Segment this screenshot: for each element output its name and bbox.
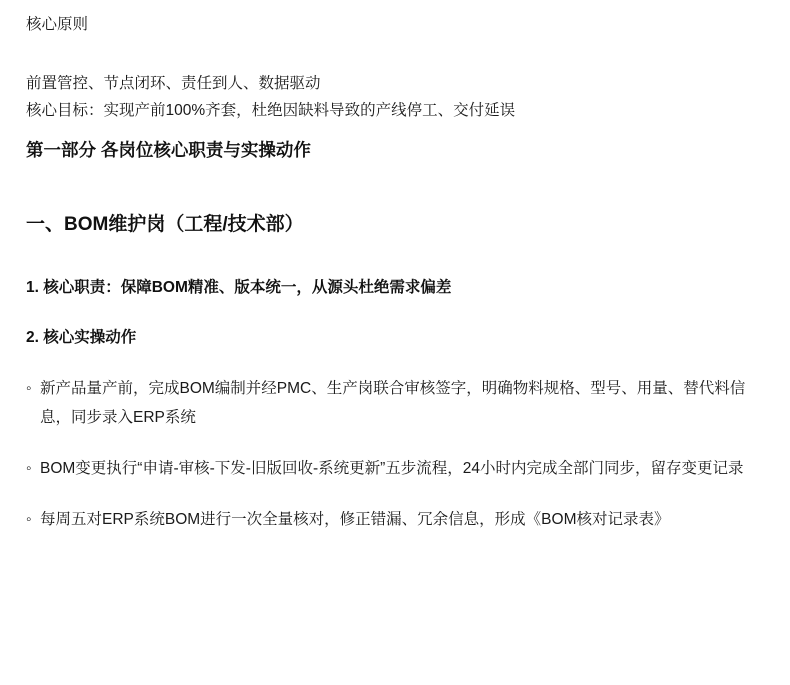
spacer bbox=[26, 164, 764, 198]
spacer bbox=[26, 36, 764, 70]
list-item-text: BOM变更执行“申请-审核-下发-旧版回收-系统更新”五步流程，24小时内完成全部门同步，留存变更记录 bbox=[40, 460, 744, 477]
spacer bbox=[26, 124, 764, 136]
list-item bbox=[26, 454, 764, 483]
spacer bbox=[26, 352, 764, 374]
core-goal-line: 核心目标：实现产前100%齐套，杜绝因缺料导致的产线停工、交付延误 bbox=[26, 102, 516, 119]
bullet-icon: ◦ bbox=[26, 511, 32, 528]
core-principle-line: 前置管控、节点闭环、责任到人、数据驱动 bbox=[26, 75, 321, 92]
spacer bbox=[26, 198, 764, 210]
list-item-text: 每周五对ERP系统BOM进行一次全量核对，修正错漏、冗余信息，形成《BOM核对记录表》 bbox=[40, 511, 670, 528]
page-title: 核心原则 bbox=[26, 16, 89, 33]
bullet-icon: ◦ bbox=[26, 380, 32, 397]
spacer bbox=[26, 432, 764, 454]
spacer bbox=[26, 302, 764, 324]
bullet-icon: ◦ bbox=[26, 460, 32, 477]
responsibility-item-2: 2. 核心实操动作 bbox=[26, 329, 137, 346]
responsibility-item-1: 1. 核心职责：保障BOM精准、版本统一，从源头杜绝需求偏差 bbox=[26, 279, 452, 296]
spacer bbox=[26, 483, 764, 505]
list-item-text: 新产品量产前，完成BOM编制并经PMC、生产岗联合审核签字，明确物料规格、型号、用量、替代料信息，同步录入ERP系统 bbox=[40, 380, 746, 426]
list-item bbox=[26, 374, 764, 432]
part-one-heading: 第一部分 各岗位核心职责与实操动作 bbox=[26, 140, 311, 160]
spacer bbox=[26, 240, 764, 274]
list-item bbox=[26, 505, 764, 534]
section-heading-bom: 一、BOM维护岗（工程/技术部） bbox=[26, 214, 304, 235]
